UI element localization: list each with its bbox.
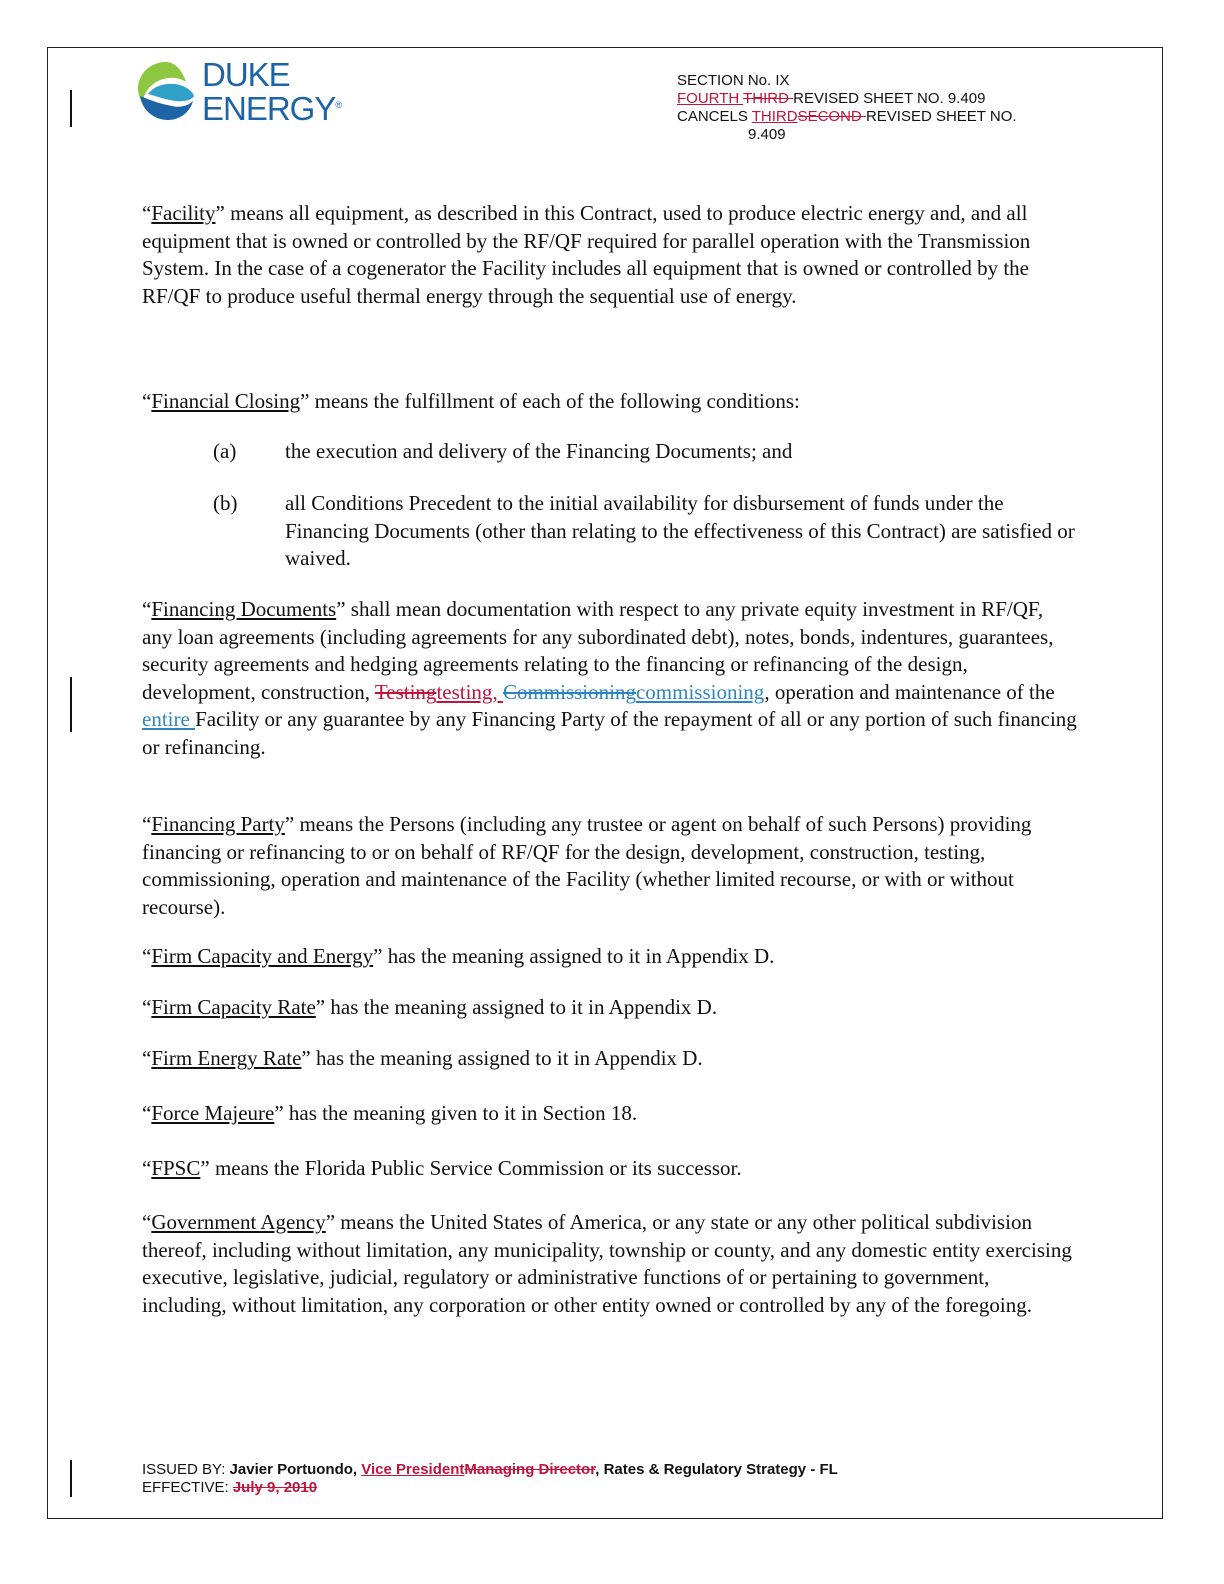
definition-facility-text: ” means all equipment, as described in this Contract, used to produce electric energy and, and all equipment that is owned or controlled by the RF/QF required for parallel operation with the Transmission System. In the case of a cogenerator the Facility includes all equipment that is owned or controlled by the RF/QF to produce useful thermal energy through the sequential use of energy. (142, 201, 1031, 308)
term-firm-capacity-rate: Firm Capacity Rate (151, 995, 316, 1019)
cancels-line (677, 108, 1017, 126)
list-item-text: the execution and delivery of the Financing Documents; and (285, 439, 793, 463)
logo-word-duke: DUKE (202, 55, 290, 93)
cancels-sheet-label: REVISED SHEET NO. (865, 108, 1017, 125)
inserted-commissioning: commissioning (635, 679, 765, 704)
definition-text: ” has the meaning assigned to it in Appendix D. (373, 944, 775, 968)
registered-mark: ® (335, 99, 343, 110)
deleted-second: SECOND (797, 108, 866, 125)
term-firm-capacity-and-energy: Firm Capacity and Energy (151, 944, 374, 968)
definition-force-majeure (142, 1100, 1077, 1128)
deleted-effective-date: July 9, 2010 (232, 1479, 318, 1496)
definition-financial-closing-text: ” means the fulfillment of each of the following conditions: (300, 389, 800, 413)
definition-text: ” has the meaning assigned to it in Appendix D. (315, 995, 718, 1019)
issuer-name: Javier Portuondo, (229, 1461, 362, 1478)
quote-open: “ (142, 389, 152, 413)
effective-label: EFFECTIVE: (142, 1479, 233, 1496)
cancels-label: CANCELS (677, 108, 752, 125)
inserted-entire: entire (142, 707, 196, 731)
definition-financing-party (142, 811, 1077, 921)
effective-line (142, 1479, 317, 1497)
change-bar-footer (70, 1460, 72, 1497)
sheet-header (677, 72, 1017, 144)
deleted-title: Managing Director (464, 1461, 596, 1478)
quote-open: “ (142, 201, 152, 225)
list-marker: (b) (213, 491, 238, 515)
term-fpsc: FPSC (151, 1156, 201, 1180)
quote-open: “ (142, 1210, 152, 1234)
deleted-commissioning: Commissioning (502, 679, 636, 704)
definition-government-agency (142, 1209, 1077, 1319)
definition-text-part2: , operation and maintenance of the (764, 679, 1055, 704)
inserted-fourth: FOURTH (677, 90, 744, 107)
definition-financing-documents (142, 596, 1077, 761)
duke-energy-logo (132, 56, 342, 126)
duke-energy-wordmark (202, 55, 343, 127)
list-marker: (a) (213, 439, 237, 463)
term-firm-energy-rate: Firm Energy Rate (151, 1046, 302, 1070)
quote-open: “ (142, 944, 152, 968)
cancels-sheet-number: 9.409 (748, 126, 786, 143)
term-force-majeure: Force Majeure (151, 1101, 275, 1125)
list-item-text: all Conditions Precedent to the initial availability for disbursement of funds under the Financing Documents (other than relating to the effectiveness of this Contract) are satisfied or waived. (285, 491, 1075, 570)
term-government-agency: Government Agency (151, 1210, 326, 1234)
deleted-testing: Testing (374, 679, 437, 704)
definition-text: ” means the Florida Public Service Commission or its successor. (200, 1156, 742, 1180)
term-financing-party: Financing Party (151, 812, 285, 836)
definition-text-part1: ” shall mean documentation with respect to any private equity investment in RF/QF, any loan agreements (including agreements for any subordinated debt), notes, bonds, indentures, guarantees, security agreements and hedging agreements relating to the financing or refinancing of the design, development, construction, (142, 597, 1054, 704)
inserted-third: THIRD (751, 108, 798, 125)
definition-fpsc (142, 1155, 1077, 1183)
definition-financial-closing (142, 388, 1077, 416)
deleted-third: THIRD (743, 90, 794, 107)
definition-text-part3: Facility or any guarantee by any Financing Party of the repayment of all or any portion of such financing or refinancing. (142, 707, 1077, 759)
quote-open: “ (142, 1046, 152, 1070)
definition-firm-energy-rate (142, 1045, 1077, 1073)
revised-sheet-number: REVISED SHEET NO. 9.409 (793, 90, 986, 107)
term-financing-documents: Financing Documents (151, 597, 337, 621)
issued-by-line (142, 1461, 838, 1479)
issued-by-label: ISSUED BY: (142, 1461, 230, 1478)
change-bar-header (70, 90, 72, 127)
definition-government-agency-text: ” means the United States of America, or any state or any other political subdivision thereof, including without limitation, any municipality, township or county, and any domestic entity exercising executive, legislative, judicial, regulatory or administrative functions of or pertaining to government, including, without limitation, any corporation or other entity owned or controlled by any of the foregoing. (142, 1210, 1072, 1317)
quote-open: “ (142, 812, 152, 836)
quote-open: “ (142, 1156, 152, 1180)
quote-open: “ (142, 1101, 152, 1125)
term-financial-closing: Financial Closing (151, 389, 301, 413)
definition-facility (142, 200, 1077, 310)
section-number: SECTION No. IX (677, 72, 790, 89)
definition-financing-party-text: ” means the Persons (including any trustee or agent on behalf of such Persons) providing financing or refinancing to or on behalf of RF/QF for the design, development, construction, testing, commissioning, operation and maintenance of the Facility (whether limited recourse, or with or without recourse). (142, 812, 1032, 919)
definition-firm-capacity-rate (142, 994, 1077, 1022)
sheet-revision-line (677, 90, 1017, 108)
inserted-comma: , (492, 679, 503, 704)
quote-open: “ (142, 597, 152, 621)
issuer-department: , Rates & Regulatory Strategy - FL (595, 1461, 838, 1478)
definition-firm-capacity-and-energy (142, 943, 1077, 971)
inserted-title: Vice President (361, 1461, 465, 1478)
definition-text: ” has the meaning assigned to it in Appendix D. (301, 1046, 703, 1070)
term-facility: Facility (151, 201, 216, 225)
quote-open: “ (142, 995, 152, 1019)
duke-energy-logo-icon (132, 56, 198, 126)
definition-text: ” has the meaning given to it in Section 18. (274, 1101, 638, 1125)
change-bar-financing-documents (70, 677, 72, 732)
inserted-testing: testing (436, 679, 493, 704)
list-item (213, 438, 1083, 466)
logo-word-energy: ENERGY (202, 89, 336, 127)
list-item (213, 490, 1083, 573)
